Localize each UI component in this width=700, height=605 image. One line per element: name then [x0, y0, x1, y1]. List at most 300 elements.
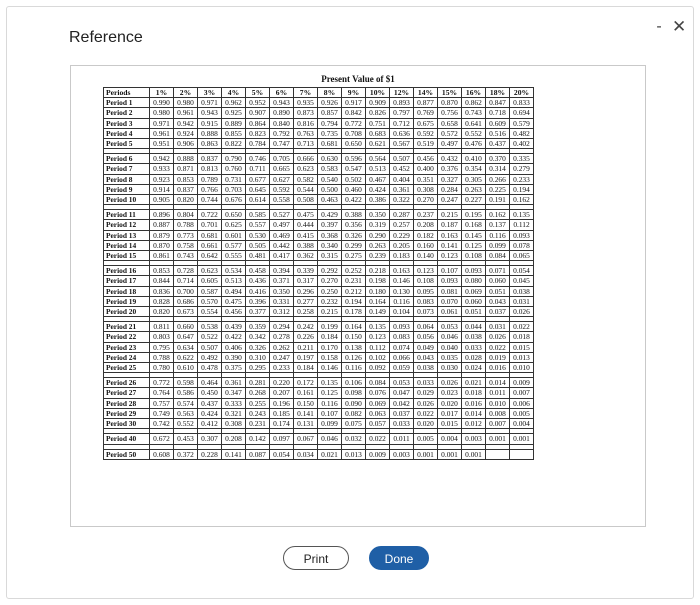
- pv-cell: 0.712: [390, 118, 414, 128]
- pv-cell: 0.826: [366, 108, 390, 118]
- pv-cell: 0.743: [462, 108, 486, 118]
- pv-cell: 0.456: [414, 154, 438, 164]
- pv-cell: 0.046: [438, 332, 462, 342]
- pv-cell: 0.388: [294, 240, 318, 250]
- pv-cell: 0.681: [198, 230, 222, 240]
- pv-cell: 0.290: [366, 230, 390, 240]
- pv-cell: 0.031: [510, 296, 534, 306]
- reference-sheet: [70, 65, 646, 527]
- pv-cell: 0.080: [462, 276, 486, 286]
- period-label: Period 40: [104, 434, 150, 444]
- period-label: Period 13: [104, 230, 150, 240]
- period-label: Period 10: [104, 195, 150, 205]
- table-row: [104, 322, 534, 332]
- pv-cell: 0.001: [438, 449, 462, 459]
- pv-cell: 0.032: [342, 434, 366, 444]
- pv-cell: 0.847: [486, 98, 510, 108]
- pv-cell: 0.789: [198, 174, 222, 184]
- pv-cell: 0.137: [486, 220, 510, 230]
- present-value-table: [103, 87, 534, 460]
- pv-cell: 0.149: [366, 307, 390, 317]
- pv-cell: 0.242: [294, 322, 318, 332]
- pv-cell: 0.415: [294, 230, 318, 240]
- minimize-icon[interactable]: -: [656, 18, 662, 35]
- pv-cell: 0.135: [366, 322, 390, 332]
- pv-cell: 0.016: [462, 398, 486, 408]
- pv-cell: 0.237: [414, 210, 438, 220]
- pv-cell: 0.412: [198, 419, 222, 429]
- pv-cell: 0.215: [438, 210, 462, 220]
- pv-cell: 0.116: [342, 363, 366, 373]
- pv-cell: 0.015: [510, 342, 534, 352]
- pv-cell: 0.042: [390, 398, 414, 408]
- pv-cell: 0.043: [414, 352, 438, 362]
- pv-cell: 0.675: [414, 118, 438, 128]
- pv-cell: 0.049: [414, 342, 438, 352]
- pv-cell: 0.609: [486, 118, 510, 128]
- pv-cell: 0.004: [510, 419, 534, 429]
- pv-cell: 0.053: [390, 378, 414, 388]
- pv-cell: 0.001: [486, 434, 510, 444]
- pv-cell: 0.888: [174, 154, 198, 164]
- pv-cell: 0.037: [390, 408, 414, 418]
- pv-cell: 0.014: [486, 378, 510, 388]
- pv-cell: 0.102: [366, 352, 390, 362]
- pv-cell: 0.864: [246, 118, 270, 128]
- pv-cell: 0.505: [246, 240, 270, 250]
- pv-cell: 0.942: [150, 154, 174, 164]
- pv-cell: 0.270: [414, 195, 438, 205]
- pv-cell: 0.021: [318, 449, 342, 459]
- pv-cell: 0.828: [150, 296, 174, 306]
- pv-cell: 0.424: [366, 184, 390, 194]
- pv-cell: 0.634: [174, 342, 198, 352]
- pv-cell: 0.513: [366, 164, 390, 174]
- pv-cell: 0.051: [486, 286, 510, 296]
- pv-cell: 0.596: [342, 154, 366, 164]
- pv-cell: 0.722: [198, 210, 222, 220]
- pv-cell: 0.061: [438, 307, 462, 317]
- pv-cell: 0.262: [270, 342, 294, 352]
- done-button[interactable]: Done: [369, 546, 429, 570]
- pv-cell: 0.833: [510, 98, 534, 108]
- pv-cell: 0.074: [390, 342, 414, 352]
- table-row: [104, 240, 534, 250]
- period-label: Period 50: [104, 449, 150, 459]
- pv-cell: 0.746: [246, 154, 270, 164]
- pv-cell: 0.906: [174, 139, 198, 149]
- pv-cell: 0.142: [246, 434, 270, 444]
- pv-cell: 0.212: [342, 286, 366, 296]
- pv-cell: 0.305: [462, 174, 486, 184]
- pv-cell: 0.162: [510, 195, 534, 205]
- pv-cell: 0.507: [390, 154, 414, 164]
- pv-cell: 0.093: [390, 322, 414, 332]
- period-label: Period 9: [104, 184, 150, 194]
- pv-cell: 0.797: [390, 108, 414, 118]
- pv-cell: 0.107: [438, 266, 462, 276]
- pv-cell: 0.627: [270, 174, 294, 184]
- pv-cell: 0.013: [510, 352, 534, 362]
- pv-cell: 0.935: [294, 98, 318, 108]
- pv-cell: 0.255: [246, 398, 270, 408]
- header-rate: 6%: [270, 88, 294, 98]
- pv-cell: 0.107: [318, 408, 342, 418]
- pv-cell: 0.623: [198, 266, 222, 276]
- pv-cell: 0.432: [438, 154, 462, 164]
- pv-cell: 0.598: [174, 378, 198, 388]
- pv-cell: 0.642: [198, 251, 222, 261]
- pv-cell: 0.909: [366, 98, 390, 108]
- pv-cell: 0.208: [414, 220, 438, 230]
- period-label: Period 19: [104, 296, 150, 306]
- pv-cell: 0.621: [366, 139, 390, 149]
- table-row: [104, 363, 534, 373]
- period-label: Period 27: [104, 388, 150, 398]
- pv-cell: 0.194: [510, 184, 534, 194]
- period-label: Period 26: [104, 378, 150, 388]
- pv-cell: [510, 449, 534, 459]
- period-label: Period 22: [104, 332, 150, 342]
- pv-cell: 0.339: [294, 266, 318, 276]
- pv-cell: 0.861: [150, 251, 174, 261]
- pv-cell: 0.263: [462, 184, 486, 194]
- table-row: [104, 108, 534, 118]
- pv-cell: 0.450: [198, 388, 222, 398]
- pv-cell: 0.191: [486, 195, 510, 205]
- pv-cell: 0.183: [390, 251, 414, 261]
- pv-cell: 0.971: [150, 118, 174, 128]
- pv-cell: 0.439: [222, 322, 246, 332]
- pv-cell: 0.185: [270, 408, 294, 418]
- pv-cell: 0.585: [246, 210, 270, 220]
- pv-cell: 0.705: [270, 154, 294, 164]
- header-rate: 9%: [342, 88, 366, 98]
- pv-cell: 0.001: [462, 449, 486, 459]
- pv-cell: 0.059: [390, 363, 414, 373]
- pv-cell: 0.011: [486, 388, 510, 398]
- header-rate: 15%: [438, 88, 462, 98]
- pv-cell: [486, 449, 510, 459]
- pv-cell: 0.043: [486, 296, 510, 306]
- pv-cell: 0.123: [366, 332, 390, 342]
- pv-cell: 0.853: [150, 266, 174, 276]
- period-label: Period 25: [104, 363, 150, 373]
- pv-cell: 0.275: [342, 251, 366, 261]
- pv-cell: 0.942: [174, 118, 198, 128]
- pv-cell: 0.307: [198, 434, 222, 444]
- pv-cell: 0.162: [486, 210, 510, 220]
- pv-cell: 0.402: [510, 139, 534, 149]
- header-rate: 16%: [462, 88, 486, 98]
- period-label: Period 30: [104, 419, 150, 429]
- pv-cell: 0.308: [414, 184, 438, 194]
- table-row: [104, 276, 534, 286]
- reference-dialog: [6, 6, 694, 599]
- pv-cell: 0.163: [438, 230, 462, 240]
- pv-cell: 0.123: [414, 266, 438, 276]
- pv-cell: 0.735: [318, 128, 342, 138]
- pv-cell: 0.586: [174, 388, 198, 398]
- pv-cell: 0.371: [270, 276, 294, 286]
- pv-cell: 0.022: [414, 408, 438, 418]
- pv-cell: 0.784: [246, 139, 270, 149]
- pv-cell: 0.071: [486, 266, 510, 276]
- pv-cell: 0.252: [342, 266, 366, 276]
- pv-cell: 0.083: [390, 332, 414, 342]
- table-row: [104, 398, 534, 408]
- pv-cell: 0.397: [318, 220, 342, 230]
- pv-cell: 0.031: [486, 322, 510, 332]
- pv-cell: 0.469: [270, 230, 294, 240]
- pv-cell: 0.361: [222, 378, 246, 388]
- period-label: Period 15: [104, 251, 150, 261]
- pv-cell: 0.456: [222, 307, 246, 317]
- pv-cell: 0.011: [390, 434, 414, 444]
- pv-cell: 0.104: [390, 307, 414, 317]
- pv-cell: 0.853: [174, 174, 198, 184]
- pv-cell: 0.012: [462, 419, 486, 429]
- pv-cell: 0.126: [342, 352, 366, 362]
- pv-cell: 0.317: [294, 276, 318, 286]
- pv-cell: 0.284: [438, 184, 462, 194]
- pv-cell: 0.278: [270, 332, 294, 342]
- pv-cell: 0.250: [318, 286, 342, 296]
- period-label: Period 29: [104, 408, 150, 418]
- pv-cell: 0.247: [270, 352, 294, 362]
- pv-cell: 0.342: [246, 332, 270, 342]
- pv-cell: 0.026: [486, 332, 510, 342]
- pv-cell: 0.268: [246, 388, 270, 398]
- pv-cell: 0.063: [366, 408, 390, 418]
- pv-cell: 0.140: [414, 251, 438, 261]
- pv-cell: 0.026: [510, 307, 534, 317]
- period-label: Period 8: [104, 174, 150, 184]
- pv-cell: 0.270: [318, 276, 342, 286]
- pv-cell: 0.990: [150, 98, 174, 108]
- pv-cell: 0.625: [222, 220, 246, 230]
- pv-cell: 0.857: [318, 108, 342, 118]
- pv-cell: 0.125: [318, 388, 342, 398]
- pv-cell: 0.952: [246, 98, 270, 108]
- pv-cell: 0.749: [150, 408, 174, 418]
- pv-cell: 0.033: [414, 378, 438, 388]
- pv-cell: 0.811: [150, 322, 174, 332]
- pv-cell: 0.601: [222, 230, 246, 240]
- pv-cell: 0.943: [270, 98, 294, 108]
- pv-cell: 0.057: [366, 419, 390, 429]
- pv-cell: 0.005: [414, 434, 438, 444]
- table-header-row: [104, 88, 534, 98]
- pv-cell: 0.579: [510, 118, 534, 128]
- pv-cell: 0.084: [366, 378, 390, 388]
- pv-cell: 0.056: [414, 332, 438, 342]
- pv-cell: 0.855: [222, 128, 246, 138]
- header-rate: 1%: [150, 88, 174, 98]
- table-row: [104, 332, 534, 342]
- pv-cell: 0.905: [150, 195, 174, 205]
- pv-cell: 0.046: [318, 434, 342, 444]
- period-label: Period 3: [104, 118, 150, 128]
- pv-cell: 0.497: [270, 220, 294, 230]
- pv-cell: 0.211: [294, 342, 318, 352]
- pv-cell: 0.070: [438, 296, 462, 306]
- pv-cell: 0.003: [390, 449, 414, 459]
- pv-cell: 0.138: [342, 342, 366, 352]
- pv-cell: 0.681: [318, 139, 342, 149]
- pv-cell: 0.933: [150, 164, 174, 174]
- table-row: [104, 210, 534, 220]
- pv-cell: 0.010: [486, 398, 510, 408]
- pv-cell: 0.038: [414, 363, 438, 373]
- pv-cell: 0.744: [198, 195, 222, 205]
- pv-cell: 0.354: [462, 164, 486, 174]
- pv-cell: 0.442: [270, 240, 294, 250]
- pv-cell: 0.034: [294, 449, 318, 459]
- pv-cell: 0.116: [390, 296, 414, 306]
- period-label: Period 18: [104, 286, 150, 296]
- pv-cell: 0.161: [294, 388, 318, 398]
- period-label: Period 17: [104, 276, 150, 286]
- pv-cell: 0.794: [318, 118, 342, 128]
- pv-cell: 0.925: [222, 108, 246, 118]
- pv-cell: 0.871: [174, 164, 198, 174]
- pv-cell: 0.014: [462, 408, 486, 418]
- pv-cell: 0.424: [198, 408, 222, 418]
- pv-cell: 0.547: [342, 164, 366, 174]
- pv-cell: 0.417: [270, 251, 294, 261]
- pv-cell: 0.028: [462, 352, 486, 362]
- pv-cell: 0.187: [438, 220, 462, 230]
- header-rate: 2%: [174, 88, 198, 98]
- pv-cell: 0.263: [366, 240, 390, 250]
- pv-cell: 0.295: [246, 363, 270, 373]
- pv-cell: 0.233: [270, 363, 294, 373]
- pv-cell: 0.614: [246, 195, 270, 205]
- pv-cell: 0.018: [510, 332, 534, 342]
- header-rate: 8%: [318, 88, 342, 98]
- pv-cell: 0.098: [342, 388, 366, 398]
- table-row: [104, 195, 534, 205]
- table-row: [104, 449, 534, 459]
- pv-cell: 0.502: [342, 174, 366, 184]
- pv-cell: 0.677: [246, 174, 270, 184]
- dialog-title: Reference: [69, 29, 143, 46]
- pv-cell: 0.742: [150, 419, 174, 429]
- pv-cell: 0.605: [198, 276, 222, 286]
- pv-cell: 0.772: [150, 378, 174, 388]
- pv-cell: 0.296: [294, 286, 318, 296]
- pv-cell: 0.780: [150, 363, 174, 373]
- pv-cell: 0.232: [318, 296, 342, 306]
- pv-cell: 0.045: [510, 276, 534, 286]
- pv-cell: 0.150: [294, 398, 318, 408]
- pv-cell: 0.924: [174, 128, 198, 138]
- period-label: Period 16: [104, 266, 150, 276]
- pv-cell: 0.980: [150, 108, 174, 118]
- pv-cell: 0.756: [438, 108, 462, 118]
- pv-cell: 0.308: [222, 419, 246, 429]
- pv-cell: 0.650: [222, 210, 246, 220]
- pv-cell: 0.552: [174, 419, 198, 429]
- pv-cell: 0.075: [342, 419, 366, 429]
- pv-cell: 0.356: [342, 220, 366, 230]
- pv-cell: 0.006: [510, 398, 534, 408]
- pv-cell: 0.394: [270, 266, 294, 276]
- pv-cell: 0.060: [486, 276, 510, 286]
- pv-cell: 0.340: [318, 240, 342, 250]
- print-button[interactable]: Print: [283, 546, 349, 570]
- close-icon[interactable]: ✕: [672, 17, 687, 36]
- pv-cell: 0.795: [150, 342, 174, 352]
- period-label: Period 6: [104, 154, 150, 164]
- pv-cell: 0.026: [414, 398, 438, 408]
- pv-cell: 0.592: [414, 128, 438, 138]
- table-row: [104, 118, 534, 128]
- pv-cell: 0.215: [318, 307, 342, 317]
- pv-cell: 0.314: [486, 164, 510, 174]
- pv-cell: 0.558: [270, 195, 294, 205]
- table-row: [104, 378, 534, 388]
- pv-cell: 0.508: [294, 195, 318, 205]
- pv-cell: 0.862: [462, 98, 486, 108]
- pv-cell: 0.494: [222, 286, 246, 296]
- pv-cell: 0.816: [294, 118, 318, 128]
- pv-cell: 0.792: [270, 128, 294, 138]
- pv-cell: 0.130: [390, 286, 414, 296]
- table-row: [104, 434, 534, 444]
- pv-cell: 0.422: [222, 332, 246, 342]
- pv-cell: 0.087: [246, 449, 270, 459]
- pv-cell: 0.158: [318, 352, 342, 362]
- pv-cell: 0.463: [318, 195, 342, 205]
- pv-cell: 0.837: [174, 184, 198, 194]
- pv-cell: 0.207: [270, 388, 294, 398]
- pv-cell: 0.788: [150, 352, 174, 362]
- period-label: Period 11: [104, 210, 150, 220]
- pv-cell: 0.093: [462, 266, 486, 276]
- table-row: [104, 220, 534, 230]
- pv-cell: 0.570: [198, 296, 222, 306]
- pv-cell: 0.076: [366, 388, 390, 398]
- pv-cell: 0.322: [390, 195, 414, 205]
- pv-cell: 0.112: [366, 342, 390, 352]
- pv-cell: 0.406: [222, 342, 246, 352]
- pv-cell: 0.437: [486, 139, 510, 149]
- pv-cell: 0.220: [270, 378, 294, 388]
- pv-cell: 0.647: [174, 332, 198, 342]
- pv-cell: 0.312: [270, 307, 294, 317]
- period-label: Period 2: [104, 108, 150, 118]
- pv-cell: 0.331: [270, 296, 294, 306]
- pv-cell: 0.247: [438, 195, 462, 205]
- pv-cell: 0.005: [510, 408, 534, 418]
- pv-cell: 0.530: [246, 230, 270, 240]
- pv-cell: 0.131: [294, 419, 318, 429]
- pv-cell: 0.813: [198, 164, 222, 174]
- pv-cell: 0.676: [222, 195, 246, 205]
- pv-cell: 0.803: [150, 332, 174, 342]
- pv-cell: 0.877: [414, 98, 438, 108]
- pv-cell: 0.467: [366, 174, 390, 184]
- pv-cell: 0.195: [462, 210, 486, 220]
- header-rate: 18%: [486, 88, 510, 98]
- pv-cell: 0.772: [342, 118, 366, 128]
- pv-cell: 0.622: [174, 352, 198, 362]
- pv-cell: 0.024: [462, 363, 486, 373]
- pv-cell: 0.033: [390, 419, 414, 429]
- pv-cell: 0.093: [510, 230, 534, 240]
